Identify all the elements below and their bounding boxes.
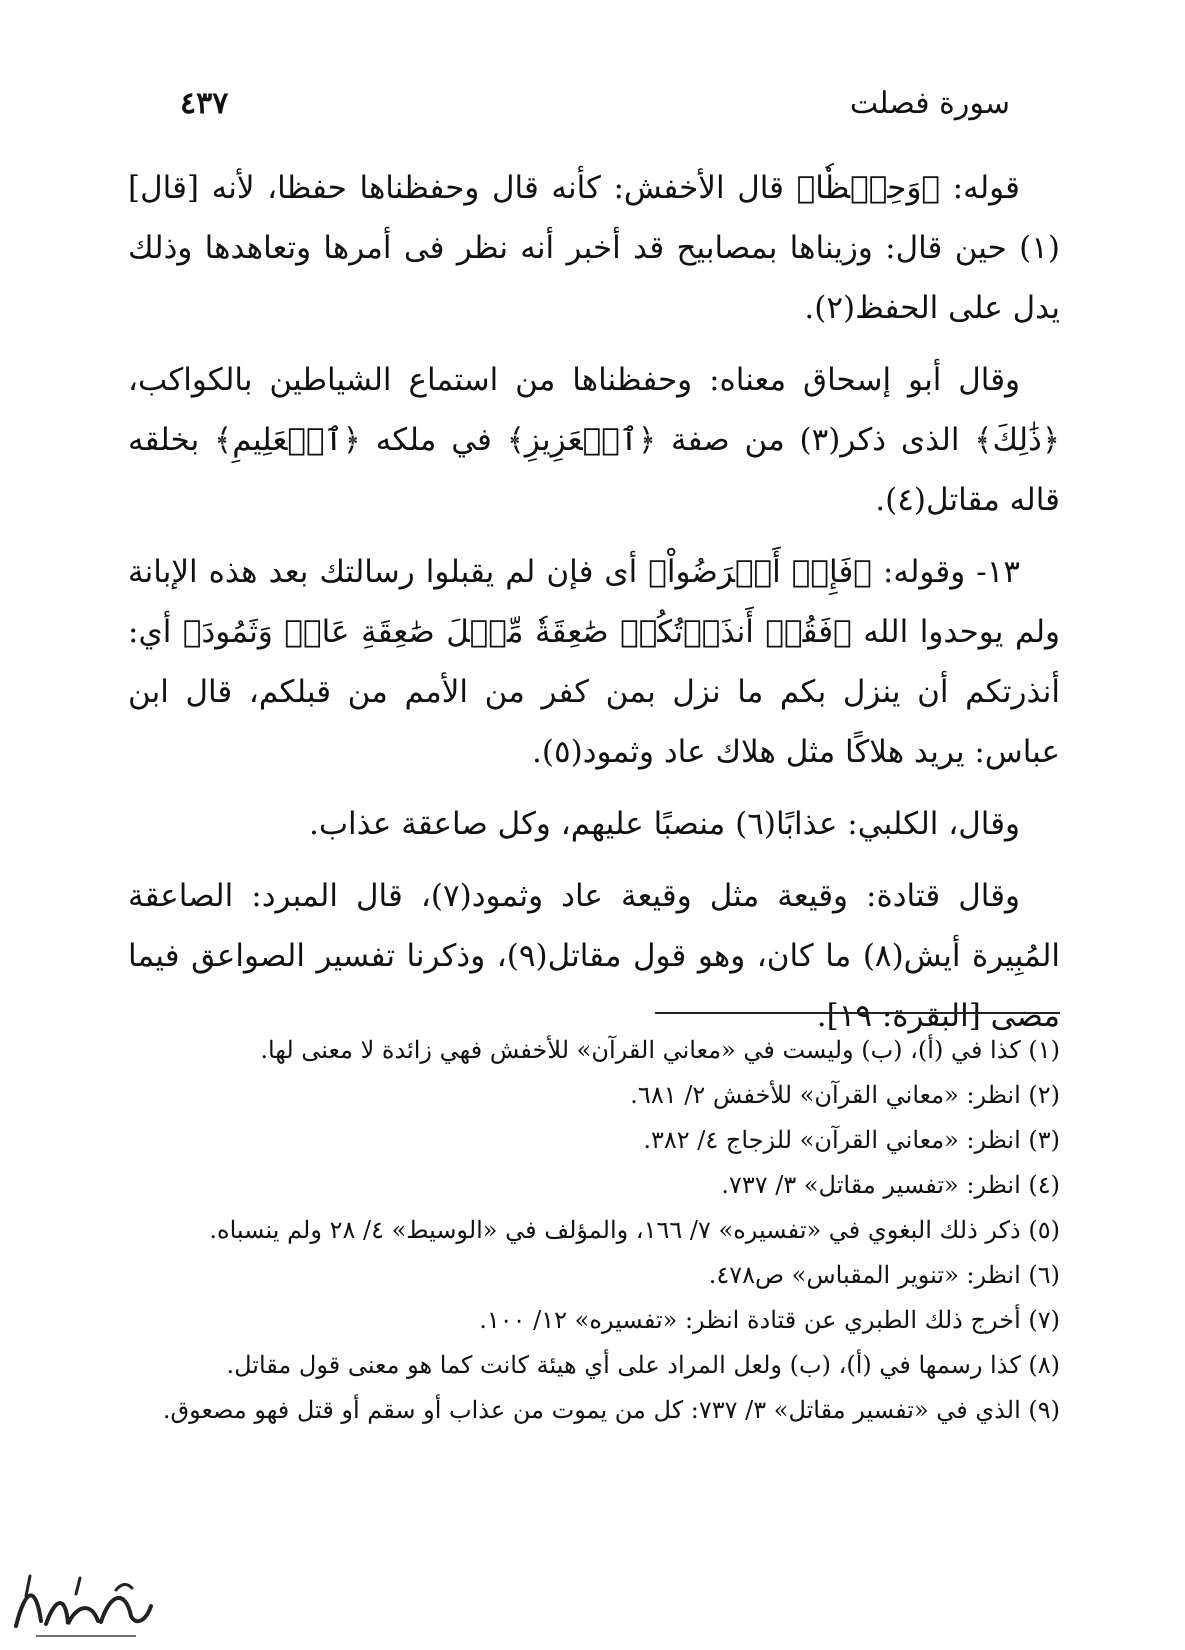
footnote-separator xyxy=(655,1012,1060,1014)
paragraph: وقال أبو إسحاق معناه: وحفظناها من استماع الشياطين بالكواكب، ﴿ذَٰلِكَ﴾ الذى ذكر(٣) من صفة ﴿ٱلۡعَزِيزِ﴾ في ملكه ﴿ٱلۡعَلِيمِ﴾ بخلقه قاله مقاتل(٤). xyxy=(128,362,1060,518)
footnotes xyxy=(125,1028,1060,1433)
paragraph: وقال قتادة: وقيعة مثل وقيعة عاد وثمود(٧)، قال المبرد: الصاعقة المُبِيرة أيش(٨) ما كان، وهو قول مقاتل(٩)، وذكرنا تفسير الصواعق فيما مضى [البقرة: ١٩]. xyxy=(128,878,1061,1034)
footnote: (٩) الذي في «تفسير مقاتل» ٣/ ٧٣٧: كل من يموت من عذاب أو سقم أو قتل فهو مصعوق. xyxy=(162,1396,1060,1424)
calligraphy-stamp-logo xyxy=(6,1566,156,1644)
footnote: (٥) ذكر ذلك البغوي في «تفسيره» ٧/ ١٦٦، والمؤلف في «الوسيط» ٤/ ٢٨ ولم ينسباه. xyxy=(209,1216,1060,1244)
footnote: (٤) انظر: «تفسير مقاتل» ٣/ ٧٣٧. xyxy=(721,1171,1060,1199)
paragraph: ١٣- وقوله: ﴿فَإِنۡ أَعۡرَضُواْ﴾ أى فإن لم يقبلوا رسالتك بعد هذه الإبانة ولم يوحدوا الله ﴿فَقُلۡ أَنذَرۡتُكُمۡ صَٰعِقَةٗ مِّثۡلَ صَٰعِقَةِ عَادٖ وَثَمُودَ﴾ أي: أنذرتكم أن ينزل بكم ما نزل بمن كفر من الأمم من قبلكم، قال ابن عباس: يريد هلاكًا مثل هلاك عاد وثمود(٥). xyxy=(128,554,1060,770)
footnote: (٢) انظر: «معاني القرآن» للأخفش ٢/ ٦٨١. xyxy=(630,1081,1060,1109)
page-number: ٤٣٧ xyxy=(180,85,229,121)
footnote: (٣) انظر: «معاني القرآن» للزجاج ٤/ ٣٨٢. xyxy=(643,1126,1060,1154)
paragraph: قوله: ﴿وَحِفۡظٗا﴾ قال الأخفش: كأنه قال وحفظناها حفظا، لأنه [قال](١) حين قال: وزيناها بمصابيح قد أخبر أنه نظر فى أمرها وتعاهدها وذلك يدل على الحفظ(٢). xyxy=(128,170,1060,326)
paragraph: وقال، الكلبي: عذابًا(٦) منصبًا عليهم، وكل صاعقة عذاب. xyxy=(308,806,1020,842)
footnote: (١) كذا في (أ)، (ب) وليست في «معاني القرآن» للأخفش فهي زائدة لا معنى لها. xyxy=(260,1036,1060,1064)
footnote: (٨) كذا رسمها في (أ)، (ب) ولعل المراد على أي هيئة كانت كما هو معنى قول مقاتل. xyxy=(226,1351,1060,1379)
main-text xyxy=(128,158,1060,1058)
footnote: (٦) انظر: «تنوير المقباس» ص٤٧٨. xyxy=(708,1261,1060,1289)
footnote: (٧) أخرج ذلك الطبري عن قتادة انظر: «تفسيره» ١٢/ ١٠٠. xyxy=(479,1306,1060,1334)
page-header xyxy=(180,78,1010,128)
surah-name: سورة فصلت xyxy=(849,85,1010,121)
